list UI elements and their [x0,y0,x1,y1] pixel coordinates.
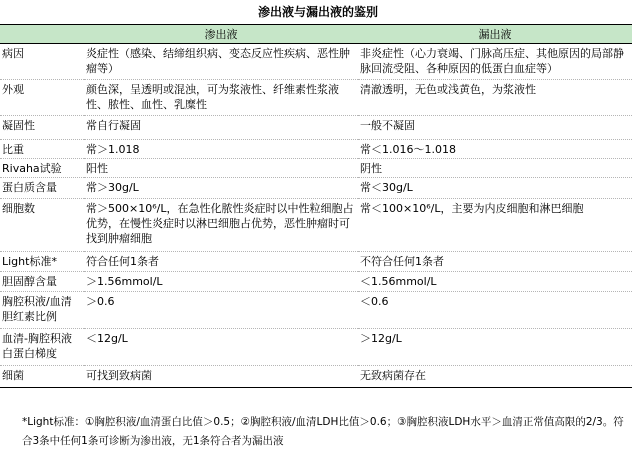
exudate-cell: 阳性 [84,159,358,178]
transudate-cell: ＞12g/L [358,329,632,366]
table-row [0,366,632,388]
header-transudate: 漏出液 [478,27,512,41]
exudate-cell: ＞0.6 [84,292,358,329]
transudate-cell: ＜1.56mmol/L [358,272,632,292]
transudate-cell: 非炎症性（心力衰竭、门脉高压症、其他原因的局部静脉回流受阻、各种原因的低蛋白血症等） [358,44,632,80]
transudate-cell: 常＜100×10⁶/L，主要为内皮细胞和淋巴细胞 [358,199,632,252]
exudate-cell: ＞1.56mmol/L [84,272,358,292]
transudate-cell: 常＜1.016～1.018 [358,140,632,159]
exudate-cell: 常＞30g/L [84,178,358,199]
exudate-cell: 常＞1.018 [84,140,358,159]
row-label: 细胞数 [0,199,84,252]
exudate-cell: 可找到致病菌 [84,366,358,388]
footnote: *Light标准：①胸腔积液/血清蛋白比值＞0.5；②胸腔积液/血清LDH比值＞0.6；③胸腔积液LDH水平＞血清正常值高限的2/3。符合3条中任何1条可诊断为渗出液，无1条符合者为漏出液 [22,416,624,447]
table-row [0,80,632,116]
comparison-table [0,24,632,388]
transudate-cell: 一般不凝固 [358,116,632,140]
row-label: 病因 [0,44,84,80]
transudate-cell: ＜0.6 [358,292,632,329]
exudate-cell: 符合任何1条者 [84,252,358,272]
row-label: 血清-胸腔积液白蛋白梯度 [0,329,84,366]
transudate-cell: 无致病菌存在 [358,366,632,388]
exudate-cell: 炎症性（感染、结缔组织病、变态反应性疾病、恶性肿瘤等） [84,44,358,80]
exudate-cell: 常自行凝固 [84,116,358,140]
transudate-cell: 不符合任何1条者 [358,252,632,272]
table-header-row [0,25,632,44]
table-row [0,44,632,80]
comparison-table-container [0,24,632,388]
exudate-cell: ＜12g/L [84,329,358,366]
table-row [0,199,632,252]
table-row [0,252,632,272]
exudate-cell: 常＞500×10⁶/L，在急性化脓性炎症时以中性粒细胞占优势，在慢性炎症时以淋巴细胞占优势，恶性肿瘤时可找到肿瘤细胞 [84,199,358,252]
row-label: 比重 [0,140,84,159]
table-row [0,329,632,366]
row-label: Rivaha试验 [0,159,84,178]
table-row [0,272,632,292]
row-label: 外观 [0,80,84,116]
exudate-cell: 颜色深，呈透明或混浊，可为浆液性、纤维素性浆液性、脓性、血性、乳糜性 [84,80,358,116]
row-label: 蛋白质含量 [0,178,84,199]
transudate-cell: 阴性 [358,159,632,178]
transudate-cell: 清澈透明，无色或浅黄色，为浆液性 [358,80,632,116]
table-row [0,178,632,199]
row-label: 细菌 [0,366,84,388]
header-exudate: 渗出液 [204,27,238,41]
table-row [0,140,632,159]
row-label: 胸腔积液/血清胆红素比例 [0,292,84,329]
table-row [0,116,632,140]
table-row [0,159,632,178]
row-label: Light标准* [0,252,84,272]
transudate-cell: 常＜30g/L [358,178,632,199]
page-title: 渗出液与漏出液的鉴别 [257,5,378,19]
table-row [0,292,632,329]
row-label: 胆固醇含量 [0,272,84,292]
row-label: 凝固性 [0,116,84,140]
header-item-column [0,25,84,44]
